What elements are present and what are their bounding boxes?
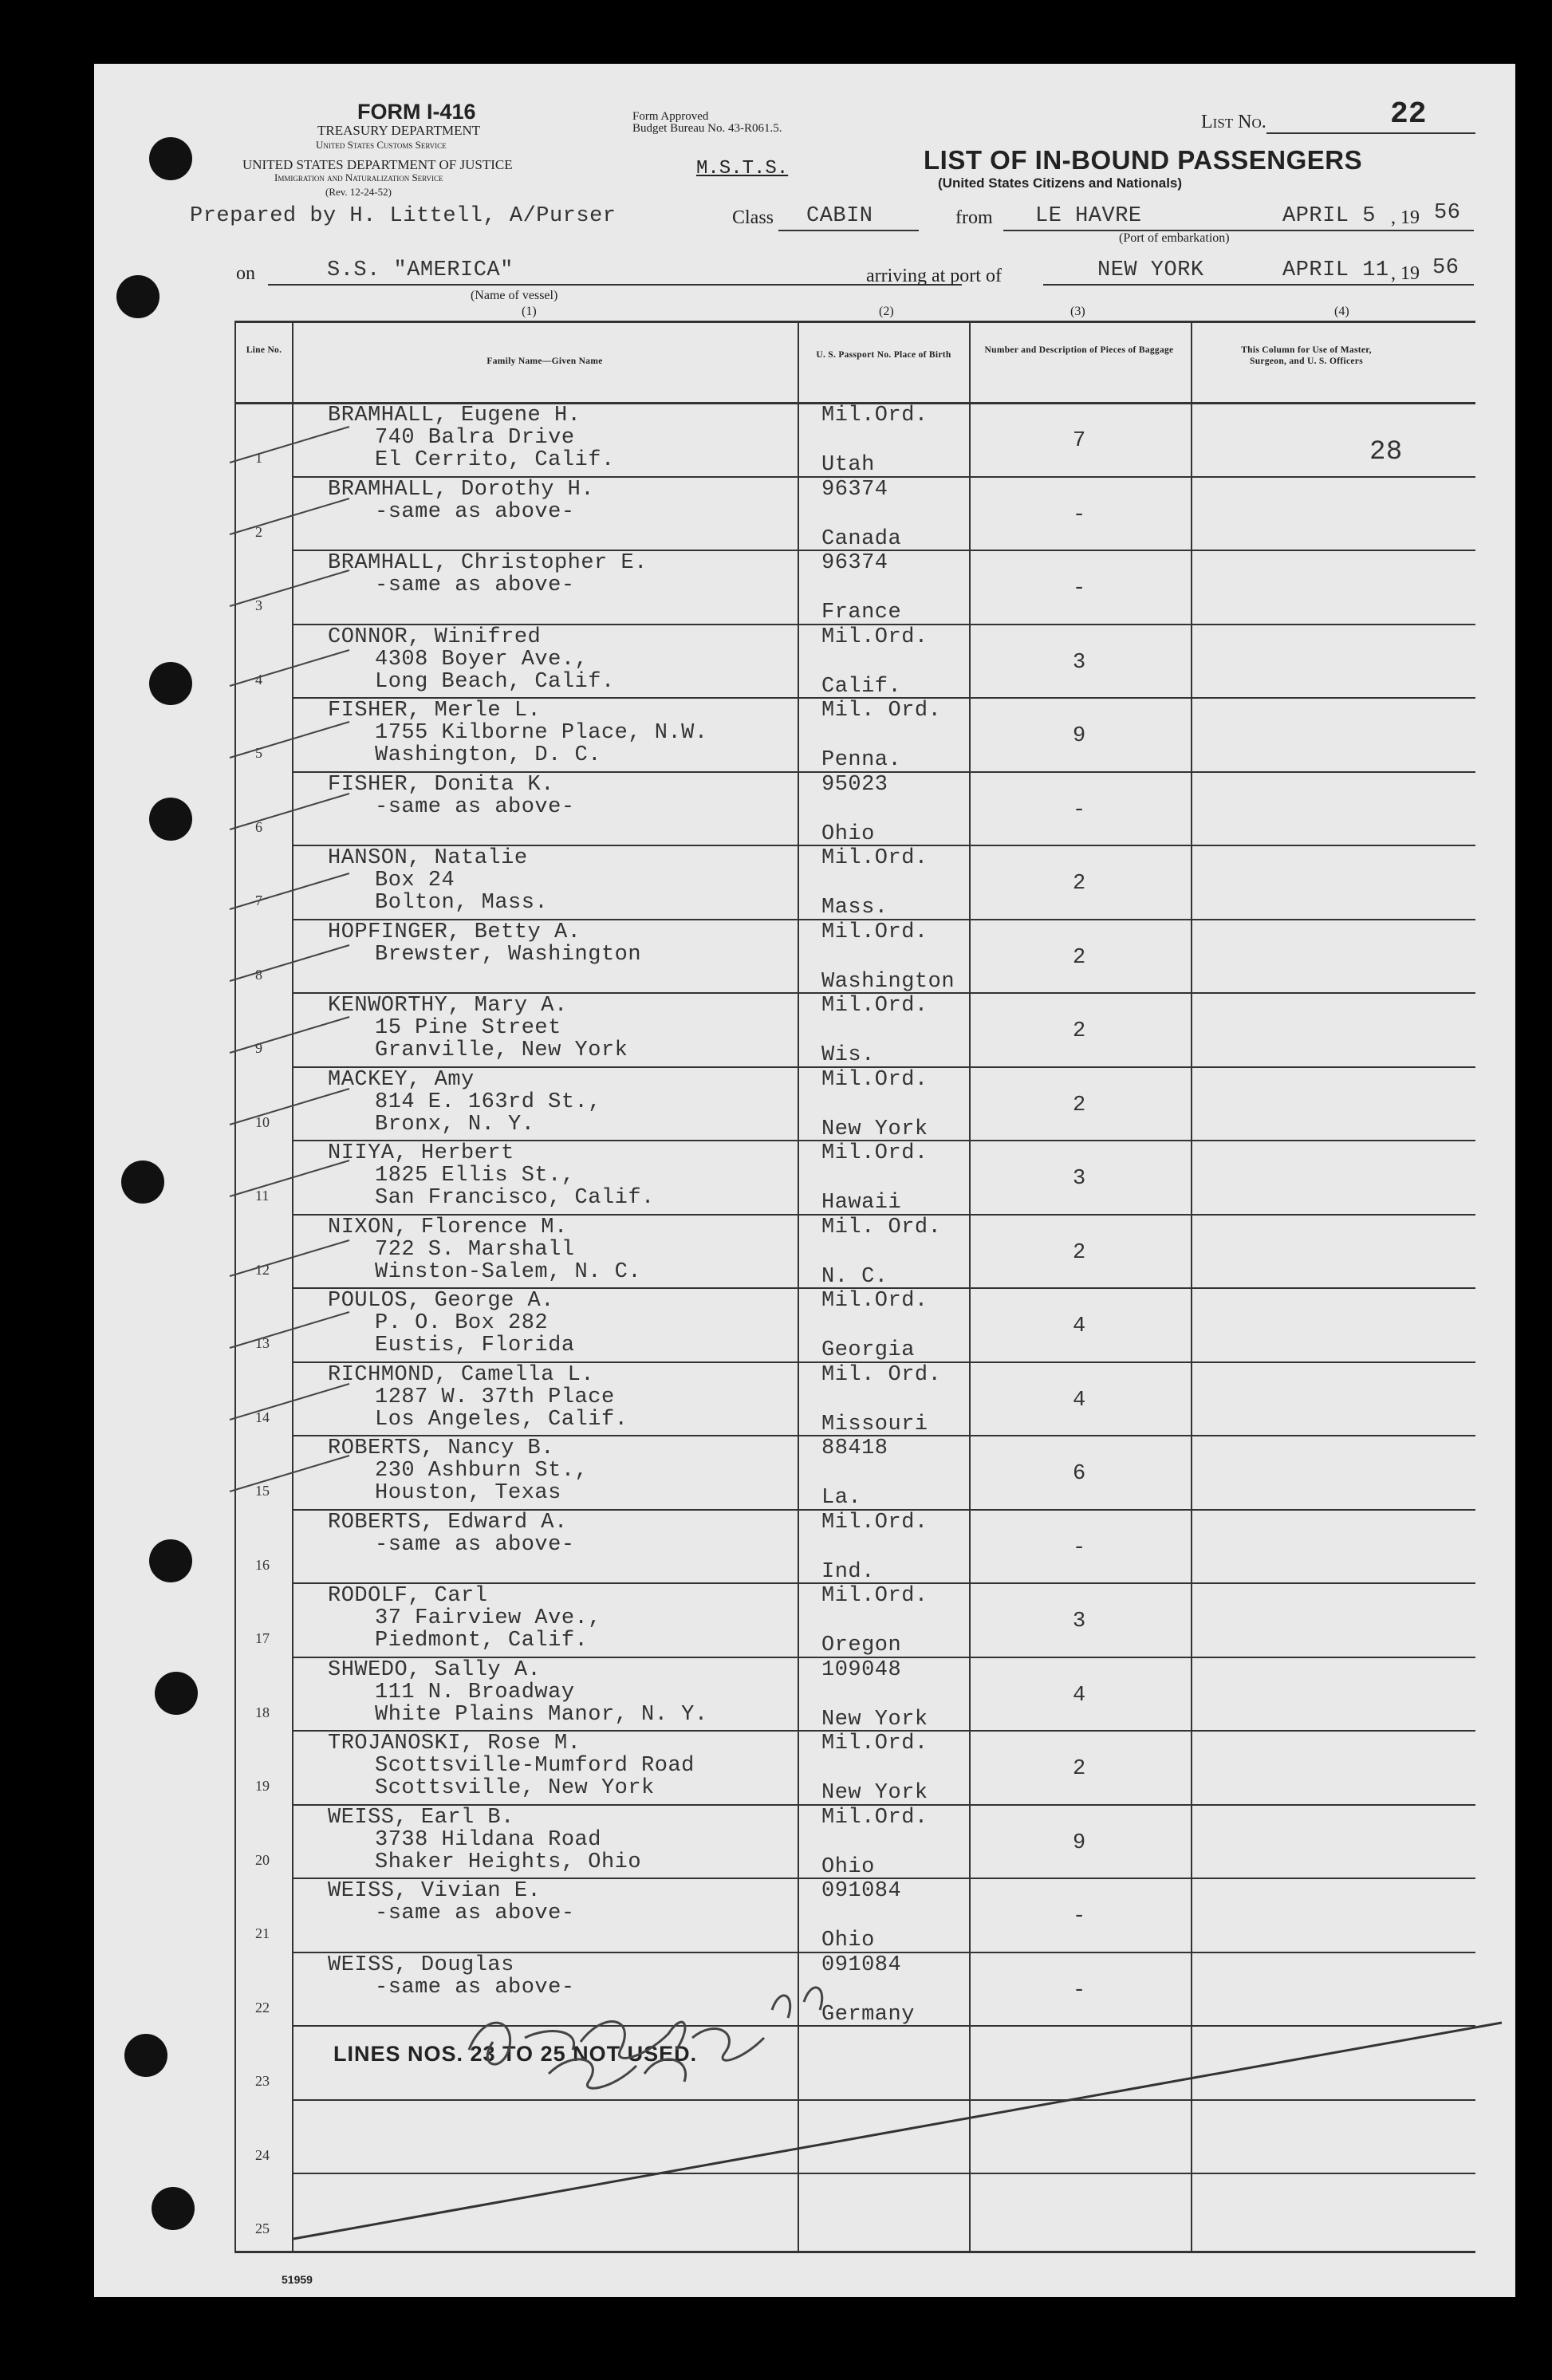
row-family-name: TROJANOSKI, Rose M. <box>328 1732 581 1755</box>
row-address-1: -same as above- <box>375 573 575 597</box>
row-baggage: - <box>1073 1535 1086 1560</box>
form-approved: Form Approved <box>632 110 709 123</box>
on-label: on <box>236 263 255 284</box>
row-baggage: 4 <box>1073 1314 1086 1338</box>
customs-label: United States Customs Service <box>316 139 447 151</box>
row-passport: Mil.Ord. <box>821 920 928 944</box>
tally-marks <box>94 64 1515 2297</box>
row-family-name: RODOLF, Carl <box>328 1584 488 1608</box>
row-birthplace: Georgia <box>821 1338 915 1362</box>
row-birthplace: Oregon <box>821 1633 902 1657</box>
justice-label: UNITED STATES DEPARTMENT OF JUSTICE <box>242 157 513 172</box>
row-line-no: 15 <box>255 1483 270 1499</box>
row-address-1: Box 24 <box>375 869 455 892</box>
row-address-2: Long Beach, Calif. <box>375 669 615 694</box>
row-passport: Mil. Ord. <box>821 699 942 723</box>
row-passport: Mil.Ord. <box>821 994 928 1018</box>
row-family-name: POULOS, George A. <box>328 1289 554 1313</box>
row-address-1: -same as above- <box>375 1532 575 1557</box>
class-value: CABIN <box>806 204 873 228</box>
row-family-name: WEISS, Earl B. <box>328 1805 514 1830</box>
row-birthplace: Utah <box>821 453 875 477</box>
row-birthplace: New York <box>821 1117 928 1141</box>
row-line-no: 16 <box>255 1556 270 1573</box>
row-baggage: 2 <box>1073 872 1086 896</box>
row-address-1: 37 Fairview Ave., <box>375 1606 601 1630</box>
row-birthplace: La. <box>821 1486 862 1510</box>
row-line-no: 10 <box>255 1113 270 1130</box>
embark-year-prefix: , 19 <box>1391 207 1420 228</box>
arrival-date: APRIL 11 <box>1282 258 1389 282</box>
row-address-1: 1755 Kilborne Place, N.W. <box>375 721 708 745</box>
row-line-no: 14 <box>255 1409 270 1425</box>
row-line-no: 11 <box>255 1188 270 1204</box>
row-address-2: Houston, Texas <box>375 1481 561 1505</box>
row-family-name: FISHER, Donita K. <box>328 772 554 797</box>
row-birthplace: Washington <box>821 969 955 994</box>
row-address-2: San Francisco, Calif. <box>375 1186 655 1210</box>
row-family-name: HANSON, Natalie <box>328 846 528 870</box>
row-passport: 96374 <box>821 477 888 502</box>
row-birthplace: Missouri <box>821 1412 928 1436</box>
row-family-name: WEISS, Douglas <box>328 1952 514 1977</box>
treasury-label: TREASURY DEPARTMENT <box>317 123 481 138</box>
msts-label: M.S.T.S. <box>696 158 789 179</box>
arrival-year-prefix: , 19 <box>1391 263 1420 284</box>
row-address-2: Bolton, Mass. <box>375 891 549 915</box>
row-address-1: -same as above- <box>375 1975 575 2000</box>
row-passport: 091084 <box>821 1952 902 1977</box>
row-birthplace: New York <box>821 1707 928 1732</box>
row-address-2: El Cerrito, Calif. <box>375 448 615 472</box>
from-label: from <box>955 207 993 228</box>
col-num-1: (1) <box>522 305 537 318</box>
row-address-1: 3738 Hildana Road <box>375 1827 601 1852</box>
row-family-name: KENWORTHY, Mary A. <box>328 994 568 1018</box>
row-birthplace: Ohio <box>821 1854 875 1879</box>
row-baggage: - <box>1073 1905 1086 1929</box>
row-line-no: 7 <box>255 892 262 908</box>
arrival-port: NEW YORK <box>1097 258 1204 282</box>
row-address-2: Eustis, Florida <box>375 1334 575 1357</box>
row-passport: 88418 <box>821 1436 888 1460</box>
row-baggage: - <box>1073 577 1086 601</box>
row-line-no: 21 <box>255 1925 270 1941</box>
row-line-no: 22 <box>255 1999 270 2016</box>
row-family-name: BRAMHALL, Dorothy H. <box>328 477 595 502</box>
row-address-1: P. O. Box 282 <box>375 1311 549 1335</box>
col-num-3: (3) <box>1070 305 1085 318</box>
row-passport: Mil.Ord. <box>821 1067 928 1092</box>
row-birthplace: Canada <box>821 526 902 551</box>
list-subtitle: (United States Citizens and Nationals) <box>938 175 1183 191</box>
row-line-no: 5 <box>255 745 262 761</box>
row-baggage: - <box>1073 1978 1086 2003</box>
row-baggage: 2 <box>1073 945 1086 970</box>
row-birthplace: Ohio <box>821 1929 875 1952</box>
row-address-1: -same as above- <box>375 499 575 524</box>
row-baggage: 9 <box>1073 1830 1086 1855</box>
list-no-value: 22 <box>1390 97 1427 132</box>
port-caption: (Port of embarkation) <box>1119 231 1230 245</box>
prepared-by: Prepared by H. Littell, A/Purser <box>190 204 616 228</box>
row-passport: Mil.Ord. <box>821 625 928 649</box>
row-birthplace: Hawaii <box>821 1191 902 1215</box>
row-birthplace: Ind. <box>821 1559 875 1584</box>
row-family-name: WEISS, Vivian E. <box>328 1879 542 1903</box>
header-officers: This Column for Use of Master, Surgeon, and U. S. Officers <box>1241 345 1372 366</box>
row-address-2: Granville, New York <box>375 1038 628 1062</box>
row-line-no: 8 <box>255 966 262 983</box>
vessel-caption: (Name of vessel) <box>471 289 558 302</box>
row-family-name: MACKEY, Amy <box>328 1067 475 1092</box>
row-line-no: 1 <box>255 450 262 466</box>
row-passport: Mil.Ord. <box>821 1584 928 1608</box>
row-address-1: 1287 W. 37th Place <box>375 1385 615 1409</box>
row-birthplace: New York <box>821 1781 928 1805</box>
list-title: LIST OF IN-BOUND PASSENGERS <box>924 145 1363 175</box>
row-address-2: White Plains Manor, N. Y. <box>375 1702 708 1727</box>
row-address-2: Los Angeles, Calif. <box>375 1407 628 1432</box>
row-line-no: 20 <box>255 1851 270 1868</box>
row-address-2: Shaker Heights, Ohio <box>375 1850 642 1874</box>
vessel-name: S.S. "AMERICA" <box>327 258 514 282</box>
row-family-name: ROBERTS, Edward A. <box>328 1510 568 1535</box>
row-birthplace: France <box>821 601 902 625</box>
row-birthplace: Mass. <box>821 896 888 920</box>
row-address-1: Brewster, Washington <box>375 942 642 967</box>
row-passport: Mil.Ord. <box>821 1805 928 1830</box>
row-family-name: CONNOR, Winifred <box>328 625 542 649</box>
row-line-no: 17 <box>255 1630 270 1646</box>
row-line-no: 3 <box>255 597 262 613</box>
row-baggage: - <box>1073 502 1086 527</box>
unused-lines-note: LINES NOS. 23 TO 25 NOT USED. <box>333 2042 698 2066</box>
row-address-1: Scottsville-Mumford Road <box>375 1754 695 1778</box>
row-officer-use: 28 <box>1369 437 1403 467</box>
row-passport: Mil.Ord. <box>821 1732 928 1755</box>
row-address-1: -same as above- <box>375 794 575 819</box>
row-line-no: 6 <box>255 818 262 835</box>
row-line-no: 19 <box>255 1778 270 1794</box>
row-passport: Mil.Ord. <box>821 1141 928 1165</box>
row-passport: 091084 <box>821 1879 902 1903</box>
row-address-1: 111 N. Broadway <box>375 1680 575 1704</box>
row-baggage: - <box>1073 798 1086 822</box>
row-address-2: Winston-Salem, N. C. <box>375 1259 642 1284</box>
embark-port: LE HAVRE <box>1035 204 1142 228</box>
row-line-no: 18 <box>255 1704 270 1720</box>
row-family-name: BRAMHALL, Eugene H. <box>328 404 581 428</box>
header-baggage: Number and Description of Pieces of Baggage <box>984 345 1174 355</box>
budget-bureau: Budget Bureau No. 43-R061.5. <box>632 122 782 135</box>
row-passport: Mil.Ord. <box>821 846 928 870</box>
embark-year: 56 <box>1434 201 1461 225</box>
row-family-name: RICHMOND, Camella L. <box>328 1362 595 1387</box>
row-baggage: 2 <box>1073 1019 1086 1043</box>
row-baggage: 3 <box>1073 1167 1086 1191</box>
row-birthplace: Calif. <box>821 674 902 699</box>
row-address-1: 4308 Boyer Ave., <box>375 647 589 672</box>
row-address-1: 230 Ashburn St., <box>375 1459 589 1483</box>
immigration-label: Immigration and Naturalization Service <box>274 171 443 183</box>
row-family-name: NIIYA, Herbert <box>328 1141 514 1165</box>
row-baggage: 4 <box>1073 1683 1086 1708</box>
manifest-sheet <box>94 64 1515 2297</box>
row-passport: Mil. Ord. <box>821 1215 942 1239</box>
row-address-1: -same as above- <box>375 1901 575 1925</box>
row-line-no: 24 <box>255 2146 270 2163</box>
list-no-label: List No. <box>1201 112 1266 132</box>
row-baggage: 3 <box>1073 650 1086 675</box>
row-passport: 95023 <box>821 772 888 797</box>
row-family-name: FISHER, Merle L. <box>328 699 542 723</box>
row-family-name: ROBERTS, Nancy B. <box>328 1436 554 1460</box>
header-family-name: Family Name—Given Name <box>486 357 603 366</box>
row-address-1: 722 S. Marshall <box>375 1237 575 1262</box>
form-title: FORM I-416 <box>357 100 476 124</box>
col-num-4: (4) <box>1334 305 1349 318</box>
row-passport: Mil.Ord. <box>821 1289 928 1313</box>
embark-date: APRIL 5 <box>1282 204 1376 228</box>
row-address-1: 1825 Ellis St., <box>375 1164 575 1188</box>
row-baggage: 3 <box>1073 1610 1086 1633</box>
row-address-1: 15 Pine Street <box>375 1016 561 1040</box>
row-birthplace: Penna. <box>821 748 902 772</box>
arrival-year: 56 <box>1432 256 1459 280</box>
row-birthplace: N. C. <box>821 1264 888 1289</box>
row-address-2: Washington, D. C. <box>375 743 601 767</box>
arriving-label: arriving at port of <box>866 266 1002 286</box>
header-line-no: Line No. <box>246 345 282 355</box>
row-family-name: SHWEDO, Sally A. <box>328 1657 542 1682</box>
row-baggage: 6 <box>1073 1462 1086 1486</box>
row-birthplace: Germany <box>821 2002 915 2027</box>
footer-code: 51959 <box>282 2273 313 2286</box>
row-family-name: NIXON, Florence M. <box>328 1215 568 1239</box>
revision-label: (Rev. 12-24-52) <box>325 186 392 198</box>
row-passport: Mil.Ord. <box>821 1510 928 1535</box>
row-passport: Mil.Ord. <box>821 404 928 428</box>
row-address-2: Scottsville, New York <box>375 1776 655 1800</box>
class-label: Class <box>732 207 774 228</box>
col-num-2: (2) <box>879 305 894 318</box>
row-passport: 109048 <box>821 1657 902 1682</box>
row-passport: Mil. Ord. <box>821 1362 942 1387</box>
row-baggage: 9 <box>1073 724 1086 748</box>
row-baggage: 2 <box>1073 1757 1086 1781</box>
row-baggage: 7 <box>1073 429 1086 453</box>
row-address-2: Piedmont, Calif. <box>375 1629 589 1653</box>
row-address-2: Bronx, N. Y. <box>375 1112 535 1137</box>
row-baggage: 2 <box>1073 1240 1086 1265</box>
row-line-no: 13 <box>255 1335 270 1351</box>
row-line-no: 2 <box>255 523 262 540</box>
row-line-no: 4 <box>255 671 262 688</box>
row-baggage: 4 <box>1073 1388 1086 1413</box>
row-address-1: 740 Balra Drive <box>375 426 575 450</box>
row-birthplace: Ohio <box>821 822 875 846</box>
row-family-name: HOPFINGER, Betty A. <box>328 920 581 944</box>
row-line-no: 9 <box>255 1040 262 1056</box>
row-address-1: 814 E. 163rd St., <box>375 1090 601 1114</box>
row-line-no: 12 <box>255 1261 270 1278</box>
header-passport: U. S. Passport No. Place of Birth <box>816 350 951 360</box>
row-birthplace: Wis. <box>821 1043 875 1067</box>
row-family-name: BRAMHALL, Christopher E. <box>328 551 648 575</box>
row-line-no: 23 <box>255 2073 270 2089</box>
row-passport: 96374 <box>821 551 888 575</box>
row-baggage: 2 <box>1073 1093 1086 1117</box>
row-line-no: 25 <box>255 2220 270 2236</box>
